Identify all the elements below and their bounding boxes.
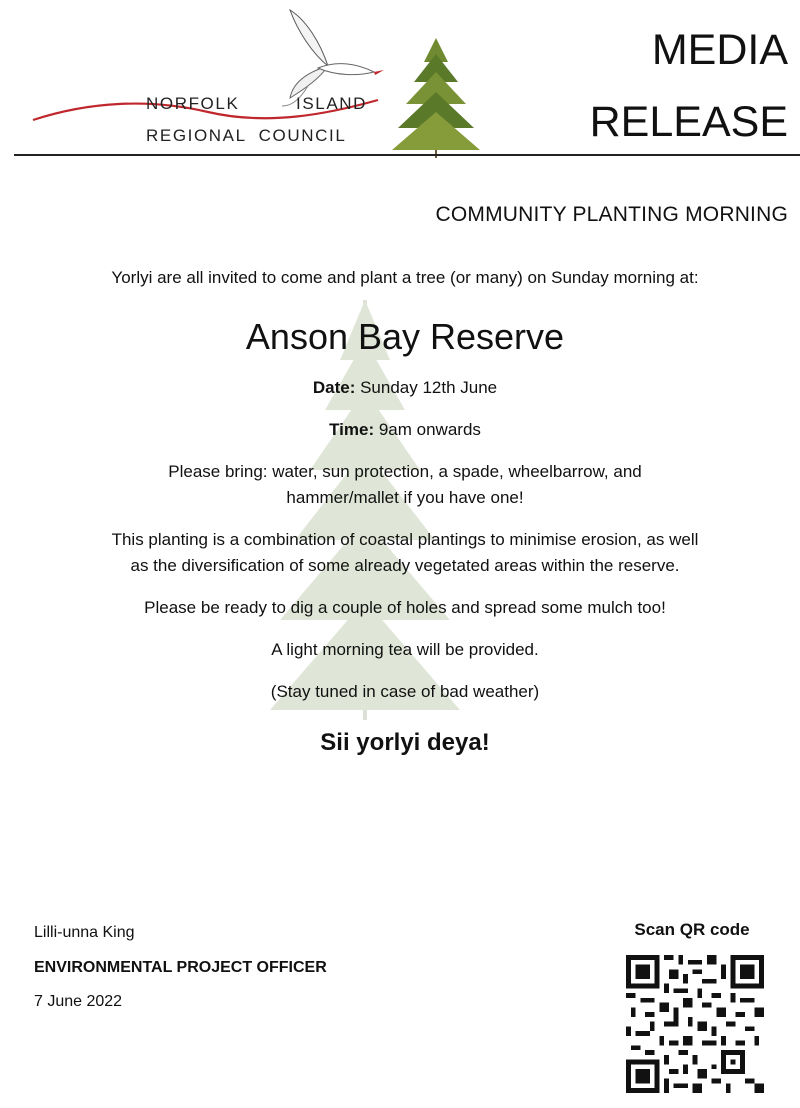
purpose-line-1: This planting is a combination of coastal plantings to minimise erosion, as well (111, 530, 699, 549)
weather-note: (Stay tuned in case of bad weather) (270, 682, 540, 701)
media-release-line1: MEDIA (651, 26, 788, 74)
date-line (40, 375, 770, 401)
ready-text: Please be ready to dig a couple of holes and spread some mulch too! (144, 598, 666, 617)
header (0, 0, 800, 160)
date-value: Sunday 12th June (355, 378, 498, 397)
header-divider (14, 154, 800, 156)
council-logo (28, 2, 528, 162)
bring-paragraph (40, 459, 770, 511)
release-title: COMMUNITY PLANTING MORNING (435, 203, 788, 226)
author-block (34, 920, 327, 1014)
release-date: 7 June 2022 (34, 993, 123, 1010)
media-release-line2: RELEASE (589, 98, 788, 146)
pine-icon (392, 38, 480, 158)
bring-line-1: Please bring: water, sun protection, a spade, wheelbarrow, and (168, 462, 642, 481)
time-line (40, 417, 770, 443)
date-label: Date: (312, 378, 356, 397)
logo-text-island: ISLAND (296, 94, 368, 113)
purpose-paragraph (40, 527, 770, 579)
time-value: 9am onwards (374, 420, 481, 439)
logo-text-norfolk: NORFOLK (146, 94, 240, 113)
logo-text-regional-council: REGIONAL COUNCIL (146, 126, 347, 145)
purpose-line-2: as the diversification of some already vegetated areas within the reserve. (130, 556, 680, 575)
morning-tea-text: A light morning tea will be provided. (271, 640, 539, 659)
qr-code-icon[interactable] (626, 955, 764, 1093)
release-body (40, 265, 770, 757)
venue-heading: Anson Bay Reserve (245, 316, 565, 357)
signoff-text: Sii yorlyi deya! (320, 729, 490, 756)
intro-text: Yorlyi are all invited to come and plant a tree (or many) on Sunday morning at: (111, 268, 699, 287)
author-name: Lilli-unna King (34, 924, 135, 941)
media-release-heading (590, 14, 788, 158)
time-label: Time: (329, 420, 375, 439)
author-position: ENVIRONMENTAL PROJECT OFFICER (34, 959, 327, 976)
bring-line-2: hammer/mallet if you have one! (286, 488, 524, 507)
qr-label: Scan QR code (634, 920, 750, 939)
